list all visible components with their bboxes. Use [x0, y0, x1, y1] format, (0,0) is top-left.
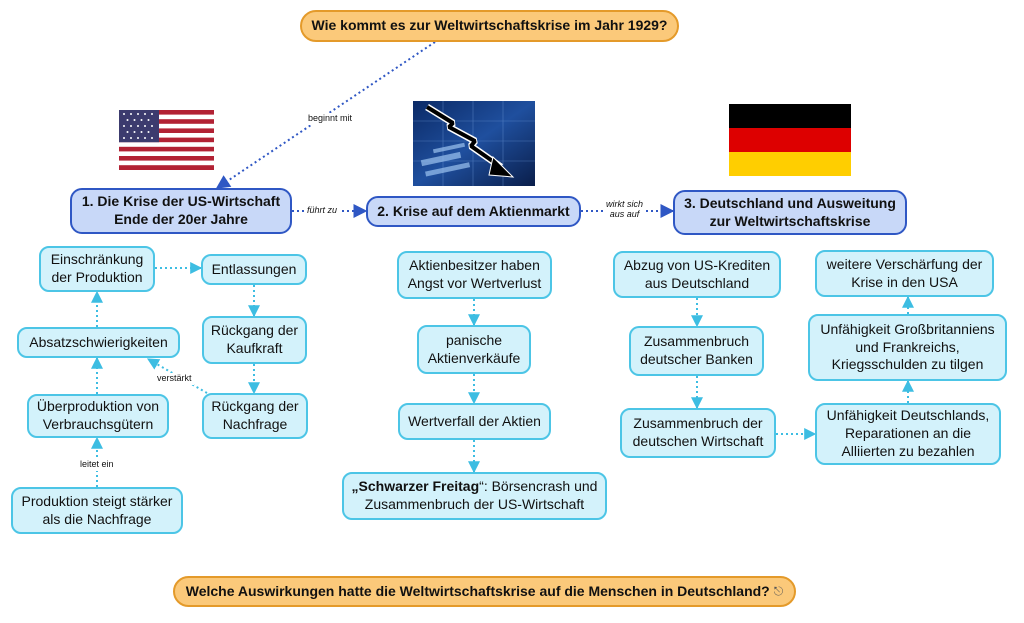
label-fuehrt-zu: führt zu [307, 205, 338, 215]
node-einschraenkung-produktion[interactable]: Einschränkung der Produktion [39, 246, 155, 292]
main-topic-stock-market[interactable]: 2. Krise auf dem Aktienmarkt [366, 196, 581, 227]
node-unfaehigkeit-deutschland[interactable]: Unfähigkeit Deutschlands, Reparationen an die Alliierten zu bezahlen [815, 403, 1001, 465]
bottom-question-text: Welche Auswirkungen hatte die Weltwirtschaftskrise auf die Menschen in Deutschland? [185, 582, 770, 599]
node-absatzschwierigkeiten[interactable]: Absatzschwierigkeiten [17, 327, 180, 358]
node-produktion-steigt[interactable]: Produktion steigt stärker als die Nachfrage [11, 487, 183, 534]
node-abzug-us-kredite[interactable]: Abzug von US-Krediten aus Deutschland [613, 251, 781, 298]
node-rueckgang-nachfrage[interactable]: Rückgang der Nachfrage [202, 393, 308, 439]
main-topic-us-crisis[interactable]: 1. Die Krise der US-Wirtschaft Ende der 20er Jahre [70, 188, 292, 234]
label-verstaerkt: verstärkt [157, 373, 192, 383]
schwarzer-freitag-text [352, 478, 598, 514]
main-topic-germany[interactable]: 3. Deutschland und Ausweitung zur Weltwirtschaftskrise [673, 190, 907, 235]
node-wertverfall-aktien[interactable]: Wertverfall der Aktien [398, 403, 551, 440]
schwarzer-freitag-bold: Schwarzer Freitag [358, 478, 480, 495]
usa-flag-image [119, 110, 214, 170]
germany-flag-image [729, 104, 851, 176]
label-wirkt-sich-aus: wirkt sich aus auf [606, 199, 644, 219]
node-ueberproduktion[interactable]: Überproduktion von Verbrauchsgütern [27, 394, 169, 438]
label-leitet-ein: leitet ein [80, 459, 114, 469]
node-zusammenbruch-banken[interactable]: Zusammenbruch deutscher Banken [629, 326, 764, 376]
schwarzer-freitag-rest: “: Börsencrash und Zusammenbruch der US-Wirtschaft [364, 478, 598, 512]
mindmap-link-icon[interactable]: ⎋ [773, 583, 784, 598]
node-zusammenbruch-wirtschaft[interactable]: Zusammenbruch der deutschen Wirtschaft [620, 408, 776, 458]
node-verschaerfung-usa[interactable]: weitere Verschärfung der Krise in den USA [815, 250, 994, 297]
node-schwarzer-freitag[interactable] [342, 472, 607, 520]
node-panische-verkaeufe[interactable]: panische Aktienverkäufe [417, 325, 531, 374]
schwarzer-freitag-open-quote: „ [351, 478, 359, 495]
label-beginnt-mit: beginnt mit [308, 113, 353, 123]
node-unfaehigkeit-gb-frankreich[interactable]: Unfähigkeit Großbritanniens und Frankreichs, Kriegsschulden zu tilgen [808, 314, 1007, 381]
node-rueckgang-kaufkraft[interactable]: Rückgang der Kaufkraft [202, 316, 307, 364]
bottom-question[interactable] [173, 576, 796, 607]
node-entlassungen[interactable]: Entlassungen [201, 254, 307, 285]
top-question[interactable]: Wie kommt es zur Weltwirtschaftskrise im Jahr 1929? [300, 10, 679, 42]
stock-crash-image [413, 101, 535, 186]
node-aktienbesitzer-angst[interactable]: Aktienbesitzer haben Angst vor Wertverlust [397, 251, 552, 299]
